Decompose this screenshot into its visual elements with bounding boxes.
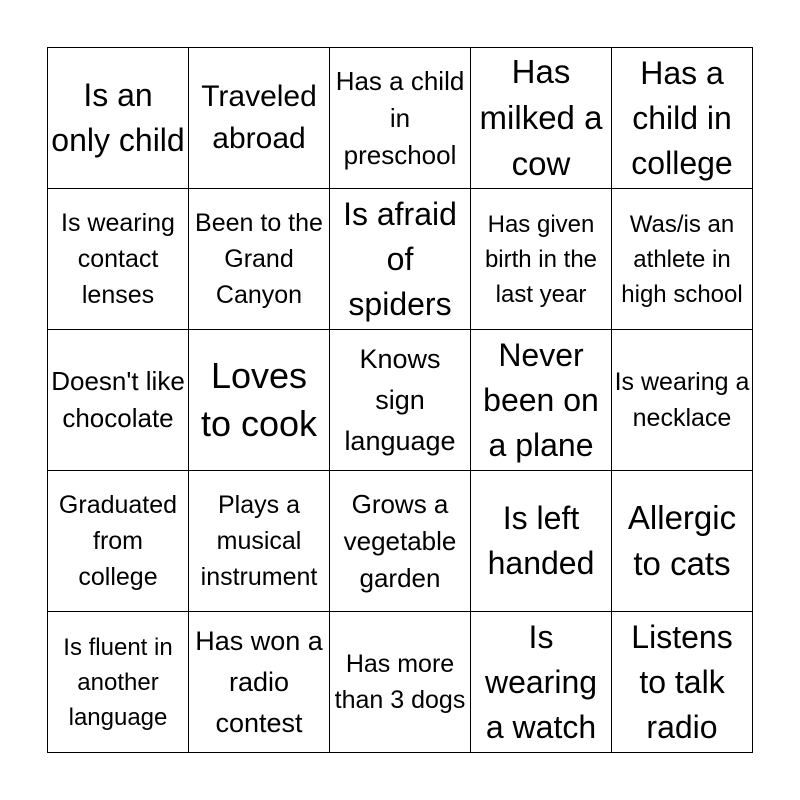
bingo-cell-text: Is wearing a watch [484,618,598,745]
bingo-cell-text: Is an only child [51,77,185,158]
bingo-cell-text: Doesn't like chocolate [51,366,185,433]
bingo-cell-text: Grows a vegetable garden [343,488,457,593]
bingo-cell[interactable] [189,48,330,189]
bingo-cell[interactable] [48,48,189,189]
bingo-cell-text: Plays a musical instrument [200,491,318,591]
bingo-cell[interactable] [612,612,753,753]
bingo-cell[interactable] [330,189,471,330]
bingo-cell[interactable] [189,189,330,330]
bingo-cell[interactable] [330,612,471,753]
bingo-cell[interactable] [330,48,471,189]
bingo-cell-text: Never been on a plane [483,336,599,463]
bingo-cell-text: Has a child in college [631,54,733,181]
bingo-cell[interactable] [612,471,753,612]
bingo-cell[interactable] [189,612,330,753]
bingo-cell-text: Graduated from college [58,491,178,591]
bingo-cell[interactable] [471,189,612,330]
bingo-cell[interactable] [48,189,189,330]
bingo-cell-text: Is afraid of spiders [343,195,457,322]
bingo-cell-text: Is wearing a necklace [614,368,750,432]
bingo-card [47,47,753,753]
bingo-cell-text: Was/is an athlete in high school [621,210,743,308]
bingo-cell-text: Has milked a cow [479,53,603,182]
bingo-cell-text: Has given birth in the last year [484,210,598,308]
bingo-cell-text: Has won a radio contest [195,625,323,738]
bingo-cell[interactable] [330,330,471,471]
bingo-cell-text: Loves to cook [200,355,318,444]
bingo-cell-text: Knows sign language [344,343,456,456]
bingo-cell-text: Has a child in preschool [335,65,465,170]
bingo-cell-text: Has more than 3 dogs [334,650,466,714]
bingo-cell[interactable] [48,471,189,612]
bingo-cell[interactable] [48,330,189,471]
bingo-cell[interactable] [48,612,189,753]
bingo-cell[interactable] [612,48,753,189]
bingo-cell[interactable] [612,330,753,471]
bingo-cell[interactable] [189,471,330,612]
bingo-cell[interactable] [471,48,612,189]
bingo-cell-text: Traveled abroad [201,80,317,155]
bingo-cell[interactable] [612,189,753,330]
bingo-cell-text: Is fluent in another language [63,633,173,731]
bingo-cell-text: Is left handed [487,500,595,581]
bingo-cell-text: Is wearing contact lenses [61,209,175,309]
bingo-cell-text: Listens to talk radio [631,618,733,745]
bingo-cell[interactable] [471,330,612,471]
bingo-cell-text: Been to the Grand Canyon [195,209,323,309]
bingo-cell[interactable] [471,471,612,612]
bingo-cell[interactable] [330,471,471,612]
bingo-cell[interactable] [471,612,612,753]
bingo-cell[interactable] [189,330,330,471]
bingo-cell-text: Allergic to cats [627,499,737,582]
